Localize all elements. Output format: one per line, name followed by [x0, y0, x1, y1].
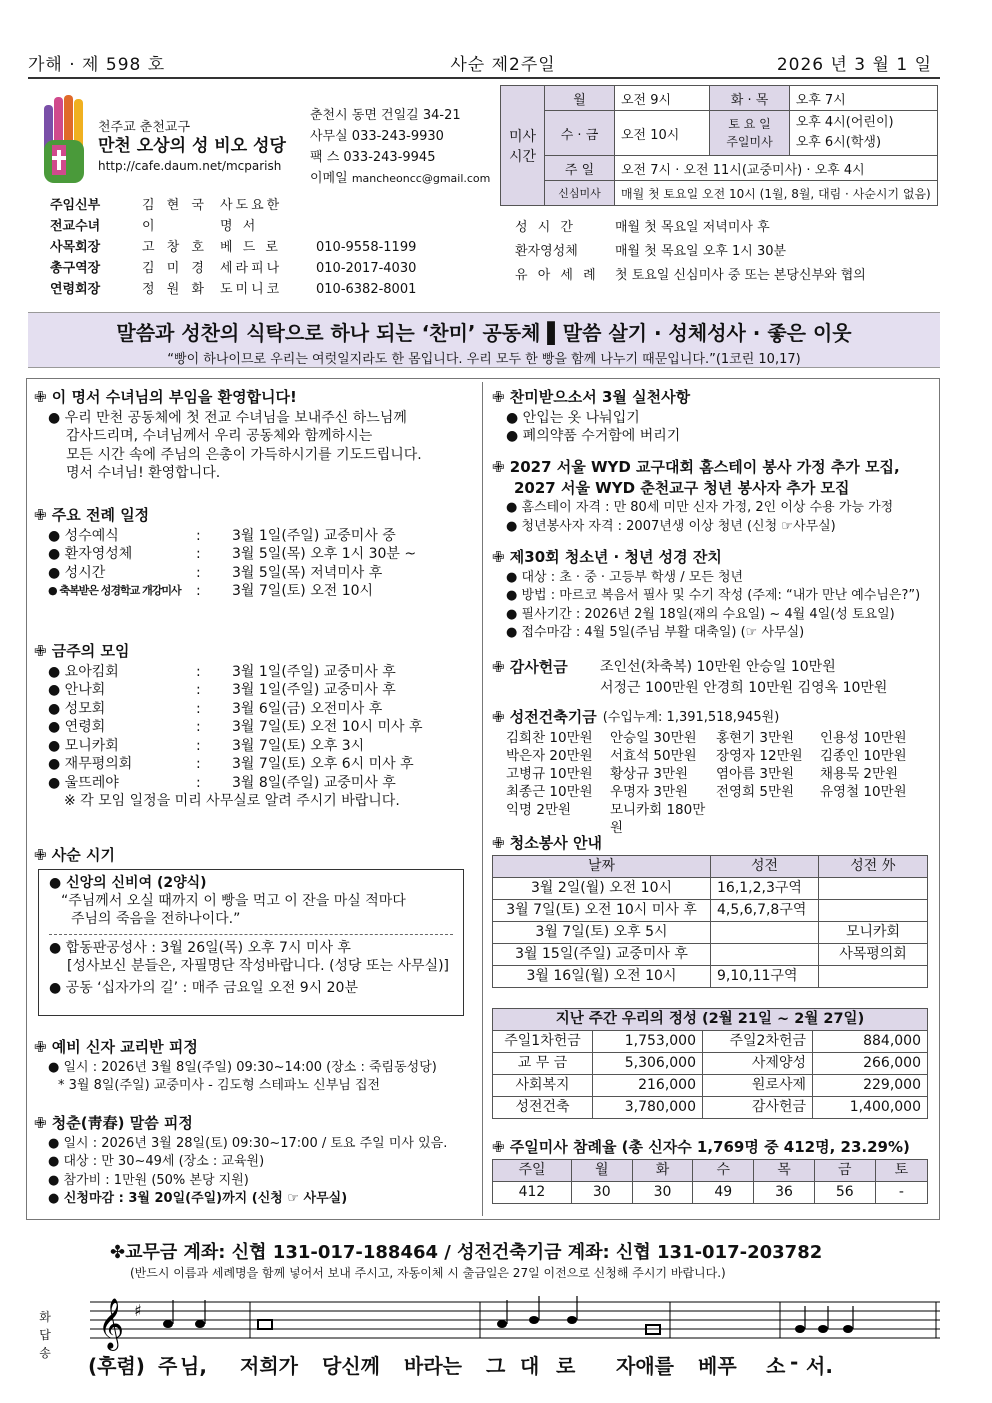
- section-title: ✙ 주요 전례 일정: [34, 506, 150, 524]
- donor: 안승일 30만원: [610, 729, 697, 746]
- table-cell: 16,1,2,3구역: [711, 877, 819, 899]
- account-note: (반드시 이름과 세례명을 함께 넣어서 보내 주시고, 자동이체 시 출금일은 27일 이전으로 신청해 주시기 바랍니다.): [130, 1266, 726, 1280]
- staff-name: 정 원 화: [142, 282, 208, 297]
- catechumen-section: [34, 1038, 474, 1096]
- staff-saint: 명 서: [220, 219, 259, 234]
- section-title: ✙ 주일미사 참례율 (총 신자수 1,769명 중 412명, 23.29%): [492, 1138, 910, 1156]
- table-cell: 3,780,000: [593, 1097, 703, 1119]
- offering-section: [492, 1008, 932, 1119]
- office-phone: 사무실 033-243-9930: [310, 129, 444, 144]
- table-cell: 30: [571, 1181, 632, 1203]
- section-title: ✙ 청춘(靑春) 말씀 피정: [34, 1114, 193, 1132]
- issue-number: 가해 · 제 598 호: [28, 54, 166, 75]
- section-title: ✙ 찬미받으소서 3월 실천사항: [492, 388, 691, 406]
- mass-time: 매월 첫 토요일 오전 10시 (1월, 8월, 대림 · 사순시기 없음): [615, 181, 938, 206]
- lyric-syllable: 님,: [180, 1354, 207, 1378]
- table-row: [493, 899, 928, 921]
- welcome-section: [34, 388, 474, 483]
- table-cell: 884,000: [813, 1031, 928, 1053]
- table-cell: 49: [693, 1181, 754, 1203]
- meeting-value: 3월 1일(주일) 교중미사 후: [232, 682, 396, 698]
- liturgy-section: [34, 506, 474, 601]
- info-label: 성 시 간: [515, 220, 576, 235]
- section-title: ✙ 감사헌금: [492, 658, 568, 676]
- donor: 인용성 10만원: [820, 729, 907, 746]
- attendance-section: [492, 1138, 932, 1204]
- cleaning-section: [492, 834, 932, 988]
- donor: 전영희 5만원: [716, 783, 795, 800]
- donor: 익명 2만원: [506, 801, 572, 818]
- wyd-line: ● 홈스테이 자격 : 만 80세 미만 신자 가정, 2인 이상 수용 가능 가정: [506, 500, 894, 515]
- staff-row: [50, 237, 416, 258]
- lyric-syllable: 그: [486, 1354, 506, 1378]
- column-header: 주일: [493, 1159, 572, 1181]
- staff-phone: 010-9558-1199: [316, 240, 417, 255]
- donor: 우명자 3만원: [610, 783, 689, 800]
- meeting-label: ● 울뜨레야: [48, 774, 119, 791]
- email-address[interactable]: mancheoncc@gmail.com: [351, 172, 491, 185]
- table-cell: 3월 16일(월) 오전 10시: [493, 965, 711, 987]
- lyric-syllable: 소: [766, 1354, 786, 1378]
- meeting-label: ● 연령회: [48, 719, 106, 735]
- motto-quote: “빵이 하나이므로 우리는 여럿일지라도 한 몸입니다. 우리 모두 한 빵을 함께 나누기 때문입니다.”(1코린 10,17): [167, 352, 801, 367]
- meeting-label: ● 모니카회: [48, 737, 119, 754]
- church-name: 만천 오상의 성 비오 성당: [98, 136, 286, 156]
- schedule-label: ● 성시간: [48, 564, 106, 581]
- offering-table: [492, 1008, 928, 1119]
- staff-role: 연령회장: [50, 282, 101, 297]
- table-cell: 229,000: [813, 1075, 928, 1097]
- meeting-label: ● 성모회: [48, 700, 106, 717]
- table-cell: 216,000: [593, 1075, 703, 1097]
- svg-text:𝄞: 𝄞: [98, 1298, 125, 1349]
- church-identity: [98, 120, 286, 174]
- donor: 김희찬 10만원: [506, 729, 593, 746]
- table-cell: 1,753,000: [593, 1031, 703, 1053]
- info-value: 첫 토요일 신심미사 중 또는 본당신부와 협의: [615, 268, 866, 283]
- donor: 염아름 3만원: [716, 765, 795, 782]
- header-bar: [28, 48, 940, 76]
- donor: 홍현기 3만원: [716, 729, 795, 746]
- column-header: 목: [754, 1159, 815, 1181]
- schedule-value: 3월 7일(토) 오전 10시: [232, 583, 374, 599]
- table-cell: 감사헌금: [703, 1097, 813, 1119]
- mass-times-table: [500, 85, 938, 206]
- lent-line: ● 합동판공성사 : 3월 26일(목) 오후 7시 미사 후: [49, 939, 351, 956]
- wyd-line: ● 청년봉사자 자격 : 2007년생 이상 청년 (신청 ☞사무실): [506, 518, 836, 534]
- mass-day-label: 월: [545, 86, 615, 111]
- table-cell: 1,400,000: [813, 1097, 928, 1119]
- meeting-row: ● 안나회 : 3월 1일(주일) 교중미사 후: [48, 682, 396, 698]
- church-contact: [310, 105, 490, 189]
- table-cell: 사제양성: [703, 1053, 813, 1075]
- mass-time: [789, 111, 937, 156]
- building-total: (수입누계: 1,391,518,945원): [602, 710, 780, 725]
- table-cell: 412: [493, 1181, 572, 1203]
- table-row: [493, 1031, 928, 1053]
- lyric-syllable: 대: [520, 1354, 540, 1378]
- thanks-row: [492, 658, 932, 679]
- table-cell: 56: [814, 1181, 875, 1203]
- table-row: [493, 965, 928, 987]
- meeting-label: ● 안나회: [48, 682, 106, 698]
- staff-role: 전교수녀: [50, 219, 101, 234]
- staff-name: 이: [142, 219, 159, 234]
- building-fund-section: [492, 708, 932, 837]
- meeting-value: 3월 7일(토) 오후 3시: [232, 737, 365, 754]
- lyric-syllable: 당신께: [322, 1354, 380, 1378]
- youth-line: ● 참가비 : 1만원 (50% 본당 지원): [48, 1172, 249, 1188]
- table-cell: 모니카회: [819, 921, 928, 943]
- staff-phone: 010-2017-4030: [316, 261, 417, 276]
- lent-line: “주님께서 오실 때까지 이 빵을 먹고 이 잔을 마실 적마다: [61, 892, 406, 909]
- mass-times-label: 미사 시간: [501, 86, 545, 206]
- table-cell: 주일2차헌금: [703, 1031, 813, 1053]
- staff-name: 김 미 경: [142, 261, 208, 276]
- table-row: [493, 1097, 928, 1119]
- lyric-syllable: 저희가: [240, 1354, 298, 1378]
- column-divider: [482, 382, 483, 1216]
- info-label: 환자영성체: [515, 244, 578, 259]
- donor: 모니카회 180만원: [610, 801, 706, 836]
- column-header: 수: [693, 1159, 754, 1181]
- donor: 최종근 10만원: [506, 783, 593, 800]
- mass-day-label: 수 · 금: [545, 111, 615, 156]
- staff-row: [50, 195, 416, 216]
- fax-number: 팩 스 033-243-9945: [310, 150, 436, 165]
- mass-day-label: 신심미사: [545, 181, 615, 206]
- table-row: [493, 1181, 928, 1203]
- table-row: [493, 921, 928, 943]
- meeting-label: ● 요아킴회: [48, 663, 119, 680]
- youth-line: ● 대상 : 만 30~49세 (장소 : 교육원): [48, 1154, 265, 1169]
- church-logo-icon: [42, 95, 90, 185]
- section-title: ✙ 예비 신자 교리반 피정: [34, 1038, 198, 1056]
- schedule-value: 3월 5일(목) 오후 1시 30분 ~: [232, 546, 417, 562]
- bible-line: ● 대상 : 초 · 중 · 고등부 학생 / 모든 청년: [506, 569, 744, 585]
- wyd-section: [492, 458, 932, 536]
- mass-day-label: 화 · 목: [710, 86, 789, 111]
- table-cell: 30: [632, 1181, 693, 1203]
- staff-role: 사목회장: [50, 240, 101, 255]
- table-cell: 3월 7일(토) 오후 5시: [493, 921, 711, 943]
- chanmi-line: ● 폐의약품 수거함에 버리기: [506, 428, 681, 444]
- music-staff-icon: [90, 1292, 940, 1352]
- mass-day-label: 주 일: [545, 156, 615, 181]
- address: 춘천시 동면 건일길 34-21: [310, 108, 461, 123]
- schedule-row: ● 성수예식 : 3월 1일(주일) 교중미사 중: [48, 527, 396, 544]
- meeting-value: 3월 6일(금) 오전미사 후: [232, 700, 383, 717]
- mass-day-label: [710, 111, 789, 156]
- email-label: 이메일: [310, 171, 348, 186]
- schedule-value: 3월 1일(주일) 교중미사 중: [232, 527, 396, 544]
- info-value: 매월 첫 목요일 오후 1시 30분: [615, 244, 787, 259]
- schedule-row: ● 성시간 : 3월 5일(목) 저녁미사 후: [48, 564, 383, 581]
- table-row: [493, 877, 928, 899]
- lyric-syllable: 서.: [806, 1354, 833, 1378]
- column-header: 금: [814, 1159, 875, 1181]
- meeting-row: ● 모니카회 : 3월 7일(토) 오후 3시: [48, 737, 365, 754]
- section-title: ✙ 2027 서울 WYD 교구대회 홈스테이 봉사 가정 추가 모집,: [492, 458, 900, 476]
- table-cell: 원로사제: [703, 1075, 813, 1097]
- youth-line: ● 신청마감 : 3월 20일(주일)까지 (신청 ☞ 사무실): [48, 1191, 348, 1206]
- table-cell: 3월 2일(월) 오전 10시: [493, 877, 711, 899]
- meeting-value: 3월 7일(토) 오전 10시 미사 후: [232, 719, 423, 735]
- thanks-line: 서정근 100만원 안경희 10만원 김영옥 10만원: [600, 679, 888, 696]
- section-title: ✙ 제30회 청소년 · 청년 성경 잔치: [492, 548, 722, 566]
- mass-time: 오전 10시: [615, 111, 710, 156]
- table-cell: 9,10,11구역: [711, 965, 819, 987]
- schedule-value: 3월 5일(목) 저녁미사 후: [232, 564, 383, 581]
- staff-row: [50, 258, 416, 279]
- staff-role: 총구역장: [50, 261, 101, 276]
- staff-list: [50, 195, 416, 300]
- table-cell: -: [875, 1181, 927, 1203]
- table-cell: 4,5,6,7,8구역: [711, 899, 819, 921]
- section-subtitle: 2027 서울 WYD 춘천교구 청년 봉사자 추가 모집: [514, 478, 850, 497]
- section-title: ✙ 청소봉사 안내: [492, 834, 602, 852]
- table-cell: [711, 943, 819, 965]
- lent-box: [38, 869, 464, 1016]
- donor: 유영철 10만원: [820, 783, 907, 800]
- building-header: [492, 708, 932, 729]
- column-header: 성전 外: [819, 855, 928, 877]
- staff-saint: 사도요한: [220, 198, 283, 213]
- chanmi-line: ● 안입는 옷 나눠입기: [506, 409, 640, 426]
- chanmi-section: [492, 388, 932, 446]
- issue-date: 2026 년 3 월 1 일: [776, 54, 932, 75]
- lent-line: 주님의 죽음을 전하나이다.”: [71, 910, 241, 927]
- table-cell: [819, 877, 928, 899]
- welcome-line: 감사드리며, 수녀님께서 우리 공동체와 함께하시는: [66, 428, 373, 444]
- header-divider: [28, 77, 940, 79]
- catechumen-line: * 3월 8일(주일) 교중미사 - 김도형 스테파노 신부님 집전: [58, 1078, 381, 1093]
- donor: 서효석 50만원: [610, 747, 697, 764]
- column-header: 성전: [711, 855, 819, 877]
- meetings-section: [34, 642, 474, 811]
- donor: 황상규 3만원: [610, 765, 689, 782]
- schedule-label: ● 성수예식: [48, 527, 119, 544]
- schedule-row: ● 축복받은 성경학교 개강미사 : 3월 7일(토) 오전 10시: [48, 583, 374, 599]
- table-cell: 5,306,000: [593, 1053, 703, 1075]
- psalm-label: 화 답 송: [39, 1310, 51, 1360]
- meeting-row: ● 요아킴회 : 3월 1일(주일) 교중미사 후: [48, 663, 396, 680]
- lent-line: [성사보신 분들은, 자필명단 작성바랍니다. (성당 또는 사무실)]: [67, 957, 450, 974]
- lent-section: [34, 846, 474, 1016]
- info-value: 매월 첫 목요일 저녁미사 후: [615, 220, 770, 235]
- welcome-line: 모든 시간 속에 주님의 은총이 가득하시기를 기도드립니다.: [66, 446, 422, 463]
- thanks-offering-section: [492, 658, 932, 697]
- schedule-row: ● 환자영성체 : 3월 5일(목) 오후 1시 30분 ~: [48, 546, 417, 562]
- motto-banner: [28, 312, 940, 368]
- column-header: 화: [632, 1159, 693, 1181]
- section-title: ✙ 성전건축기금: [492, 708, 597, 726]
- mass-time: 오후 7시: [789, 86, 937, 111]
- bible-festival-section: [492, 548, 932, 643]
- table-cell: 교 무 금: [493, 1053, 593, 1075]
- lyric-syllable: 주: [158, 1354, 178, 1378]
- sunvigil-label: 주일미사: [726, 135, 773, 149]
- table-cell: 성전건축: [493, 1097, 593, 1119]
- lent-line: ● 공동 ‘십자가의 길’ : 매주 금요일 오전 9시 20분: [49, 979, 358, 996]
- table-cell: 3월 7일(토) 오전 10시 미사 후: [493, 899, 711, 921]
- church-url[interactable]: http://cafe.daum.net/mcparish: [98, 159, 282, 173]
- attendance-table: [492, 1159, 928, 1204]
- table-cell: 36: [754, 1181, 815, 1203]
- table-cell: [819, 965, 928, 987]
- table-cell: [819, 899, 928, 921]
- table-row: [493, 1075, 928, 1097]
- table-row: [493, 1053, 928, 1075]
- lyric-syllable: (후렴): [88, 1354, 145, 1378]
- section-title: ✙ 금주의 모임: [34, 642, 130, 660]
- youth-retreat-section: [34, 1114, 474, 1209]
- staff-name: 고 창 호: [142, 240, 208, 255]
- table-cell: 266,000: [813, 1053, 928, 1075]
- meeting-value: 3월 7일(토) 오후 6시 미사 후: [232, 756, 414, 772]
- staff-role: 주임신부: [50, 198, 101, 213]
- info-row: [515, 264, 866, 288]
- info-label: 유 아 세 례: [515, 268, 599, 283]
- donor: 박은자 20만원: [506, 747, 593, 764]
- staff-name: 김 현 국: [142, 198, 208, 213]
- table-row: [493, 943, 928, 965]
- motto-title: 말씀과 성찬의 식탁으로 하나 되는 ‘찬미’ 공동체 ▌말씀 살기 · 성체성사 · 좋은 이웃: [116, 321, 852, 345]
- staff-phone: 010-6382-8001: [316, 282, 417, 297]
- staff-saint: 베 드 로: [220, 240, 281, 255]
- catechumen-line: ● 일시 : 2026년 3월 8일(주일) 09:30~14:00 (장소 : 죽림동성당): [48, 1059, 437, 1075]
- donor-row: [506, 765, 932, 783]
- table-cell: 주일1차헌금: [493, 1031, 593, 1053]
- info-row: [515, 216, 866, 240]
- welcome-line: ● 우리 만천 공동체에 첫 전교 수녀님을 보내주신 하느님께: [48, 409, 407, 426]
- donor: 고병규 10만원: [506, 765, 593, 782]
- donor-row: [506, 783, 932, 801]
- mass-time: 오전 7시 · 오전 11시(교중미사) · 오후 4시: [615, 156, 938, 181]
- section-title: ✙ 사순 시기: [34, 846, 115, 864]
- diocese-name: 천주교 춘천교구: [98, 120, 191, 135]
- table-cell: 사회복지: [493, 1075, 593, 1097]
- account-info: ✤교무금 계좌: 신협 131-017-188464 / 성전건축기금 계좌: 신협 131-017-203782: [110, 1242, 823, 1263]
- donor-grid: [492, 729, 932, 837]
- donor: 채용묵 2만원: [820, 765, 899, 782]
- donor: 김종인 10만원: [820, 747, 907, 764]
- lyric-syllable: 로: [556, 1354, 576, 1378]
- column-header: 월: [571, 1159, 632, 1181]
- meeting-row: ● 성모회 : 3월 6일(금) 오전미사 후: [48, 700, 383, 717]
- info-row: [515, 240, 866, 264]
- bible-line: ● 필사기간 : 2026년 2월 18일(재의 수요일) ~ 4월 4일(성 토요일): [506, 606, 895, 622]
- cleaning-table: [492, 855, 928, 988]
- donor-row: [506, 729, 932, 747]
- donor: 장영자 12만원: [716, 747, 803, 764]
- youth-line: ● 일시 : 2026년 3월 28일(토) 09:30~17:00 / 토요 주일 미사 있음.: [48, 1135, 448, 1151]
- meetings-note: ※ 각 모임 일정을 미리 사무실로 알려 주시기 바랍니다.: [64, 793, 400, 809]
- offering-title: 지난 주간 우리의 정성 (2월 21일 ~ 2월 27일): [493, 1009, 928, 1031]
- thanks-line: 조인선(차축복) 10만원 안승일 10만원: [600, 659, 836, 675]
- staff-row: [50, 279, 416, 300]
- table-cell: [711, 921, 819, 943]
- lyric-syllable: 자애를: [616, 1354, 674, 1378]
- lyric-syllable: 바라는: [404, 1354, 462, 1378]
- meeting-row: ● 재무평의회 : 3월 7일(토) 오후 6시 미사 후: [48, 756, 414, 772]
- schedule-label: ● 축복받은 성경학교 개강미사: [48, 584, 181, 597]
- bible-line: ● 방법 : 마르코 복음서 필사 및 수기 작성 (주제: “내가 만난 예수님은?”): [506, 588, 921, 603]
- staff-saint: 도미니코: [220, 282, 283, 297]
- sat-label: 토 요 일: [728, 117, 771, 131]
- section-title: ✙ 이 명서 수녀님의 부임을 환영합니다!: [34, 388, 297, 406]
- staff-saint: 세라피나: [220, 261, 283, 276]
- svg-text:♯: ♯: [134, 1301, 142, 1320]
- psalm-lyric: [88, 1350, 938, 1379]
- meeting-label: ● 재무평의회: [48, 756, 133, 772]
- mass-time: 오전 9시: [615, 86, 710, 111]
- lyric-syllable: -: [790, 1350, 799, 1374]
- email-row: [310, 168, 490, 189]
- sunvigil-time: 오후 6시(학생): [795, 135, 882, 150]
- bible-line: ● 접수마감 : 4월 5일(주님 부활 대축일) (☞ 사무실): [506, 625, 805, 640]
- meeting-value: 3월 1일(주일) 교중미사 후: [232, 663, 396, 680]
- donor-row: [506, 801, 932, 837]
- staff-row: [50, 216, 416, 237]
- meeting-row: ● 연령회 : 3월 7일(토) 오전 10시 미사 후: [48, 719, 423, 735]
- lyric-syllable: 베푸: [698, 1354, 737, 1378]
- column-header: 토: [875, 1159, 927, 1181]
- sacrament-info: [515, 216, 866, 288]
- schedule-label: ● 환자영성체: [48, 546, 133, 562]
- liturgical-week: 사순 제2주일: [450, 54, 556, 75]
- lent-line: ● 신앙의 신비여 (2양식): [49, 874, 207, 891]
- table-cell: 사목평의회: [819, 943, 928, 965]
- welcome-line: 명서 수녀님! 환영합니다.: [66, 465, 221, 481]
- donor-row: [506, 747, 932, 765]
- sat-time: 오후 4시(어린이): [795, 115, 894, 130]
- meeting-row: ● 울뜨레야 : 3월 8일(주일) 교중미사 후: [48, 774, 396, 791]
- meeting-value: 3월 8일(주일) 교중미사 후: [232, 774, 396, 791]
- column-header: 날짜: [493, 855, 711, 877]
- table-cell: 3월 15일(주일) 교중미사 후: [493, 943, 711, 965]
